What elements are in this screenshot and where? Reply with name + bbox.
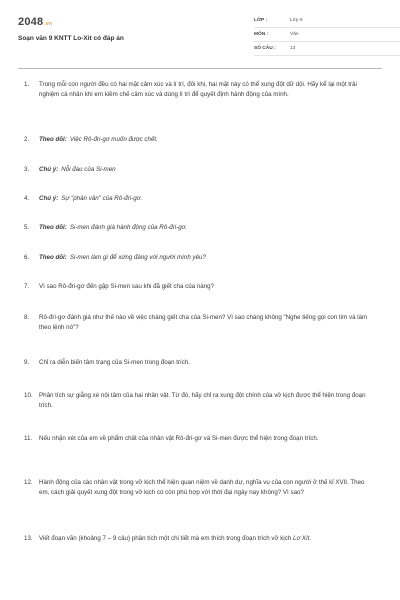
site-logo[interactable] — [18, 16, 52, 28]
question-number: 13. — [24, 535, 33, 542]
meta-row-count — [254, 42, 400, 56]
question-number: 4. — [24, 195, 30, 202]
question-number: 3. — [24, 166, 30, 173]
document-header — [18, 14, 382, 58]
question-number: 9. — [24, 359, 30, 366]
document-meta — [254, 14, 400, 56]
question-item — [24, 223, 376, 233]
question-body — [39, 253, 376, 263]
question-item — [24, 358, 376, 368]
question-body — [39, 194, 376, 204]
question-label: Theo dõi: — [39, 136, 67, 143]
question-number: 5. — [24, 224, 30, 231]
question-item — [24, 478, 376, 498]
question-text: Vì sao Rô-đri-gơ đến gặp Si-men sau khi đã giết cha của nàng? — [39, 283, 215, 290]
meta-value: Lớp 9 — [290, 18, 303, 23]
question-item — [24, 194, 376, 204]
question-item — [24, 313, 376, 333]
question-body — [39, 534, 376, 544]
question-label: Chú ý: — [39, 166, 59, 173]
meta-value: Văn — [290, 32, 299, 37]
question-text: Việc Rô-đri-gơ muốn được chết. — [69, 136, 158, 143]
question-text: Rô-đri-gơ đánh giá như thế nào về việc chàng giết cha của Si-men? Vì sao chàng không "Nghe tiếng gọi con tim và làm theo lệnh nó"? — [39, 314, 368, 331]
question-body — [39, 135, 376, 145]
question-item — [24, 282, 376, 292]
meta-row-subject — [254, 28, 400, 42]
question-item — [24, 534, 376, 544]
question-text: Si-men đánh giá hành động của Rô-đri-gơ. — [69, 224, 188, 231]
question-number: 11. — [24, 435, 33, 442]
question-item — [24, 80, 376, 100]
question-number: 2. — [24, 136, 30, 143]
meta-label: LỚP : — [254, 18, 268, 23]
question-label: Chú ý: — [39, 195, 59, 202]
question-text: Nếu nhận xét của em về phẩm chất của nhân vật Rô-đri-gơ và Si-men được thể hiện trong đoạn trích. — [39, 435, 319, 442]
question-body — [39, 223, 376, 233]
document-title: Soạn văn 9 KNTT Lo-Xit có đáp án — [18, 35, 124, 42]
question-number: 12. — [24, 479, 33, 486]
question-text: Si-men làm gì để xứng đáng với người mình yêu? — [69, 254, 206, 261]
question-item — [24, 165, 376, 175]
question-text: Phân tích sự giằng xé nội tâm của hai nhân vật. Từ đó, hãy chỉ ra xung đột chính của vở kịch được thể hiện trong đoạn trích. — [39, 392, 366, 409]
logo-main: 2048 — [18, 16, 44, 28]
question-number: 8. — [24, 314, 30, 321]
question-number: 7. — [24, 283, 30, 290]
question-item — [24, 391, 376, 411]
question-number: 6. — [24, 254, 30, 261]
question-item — [24, 434, 376, 444]
logo-suffix: .vn — [44, 21, 53, 27]
header-divider — [18, 68, 382, 69]
question-number: 1. — [24, 81, 30, 88]
question-text: Hành động của các nhân vật trong vở kịch thể hiện quan niệm về danh dự, nghĩa vụ của con người ở thế kỉ XVII. Theo em, cách giải quyết xung đột trong vở kịch có còn phù hợp với thời đại ngày nay không? Vì sao? — [39, 479, 365, 496]
question-body — [39, 165, 376, 175]
question-label: Theo dõi: — [39, 254, 67, 261]
meta-label: MÔN : — [254, 32, 269, 37]
question-label: Theo dõi: — [39, 224, 67, 231]
question-number: 10. — [24, 392, 33, 399]
question-text: Sự "phân vân" của Rô-đri-gơ. — [61, 195, 143, 202]
question-item — [24, 135, 376, 145]
question-text: Trong mỗi con người đều có hai mặt cảm xúc và lí trí, đôi khi, hai mặt này có thể xung đột dữ dội. Hãy kể lại một trải nghiệm cá nhân khi em kiềm chế cảm xúc và dùng lí trí để quyết định hành động của mình. — [39, 81, 357, 98]
meta-label: SỐ CÂU : — [254, 46, 276, 51]
question-item — [24, 253, 376, 263]
meta-value: 13 — [290, 46, 296, 51]
question-text-italic: Lơ Xít. — [293, 535, 312, 542]
meta-row-class — [254, 14, 400, 28]
question-text: Chỉ ra diễn biến tâm trạng của Si-men trong đoạn trích. — [39, 359, 190, 366]
question-text: Viết đoạn văn (khoảng 7 – 9 câu) phân tích một chi tiết mà em thích trong đoạn trích vở kịch — [39, 535, 292, 542]
question-text: Nỗi đau của Si-men — [61, 166, 116, 173]
